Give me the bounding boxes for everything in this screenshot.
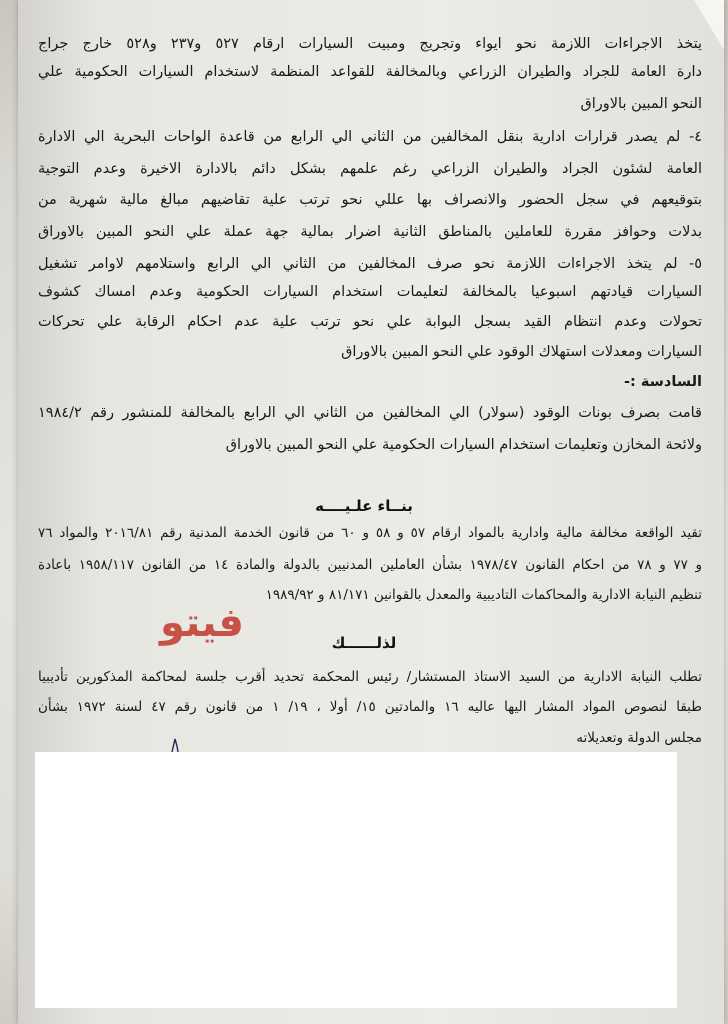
text-line: طبقا لنصوص المواد المشار اليها عاليه ١٦ والمادتين ١٥/ أولا ، ١٩/ ١ من قانون رقم ٤٧ لسنة ١٩٧٢ بشأن	[38, 699, 702, 715]
text-line: تقيد الواقعة مخالفة مالية وادارية بالمواد ارقام ٥٧ و ٥٨ و ٦٠ من قانون الخدمة المدنية رقم ٢٠١٦/٨١ والمواد ٧٦	[38, 525, 702, 541]
text-line: مجلس الدولة وتعديلاته	[576, 730, 702, 746]
svg-text:فيتو: فيتو	[160, 600, 244, 646]
text-line: السيارات قيادتهم اسبوعيا بالمخالفة لتعليمات استخدام السيارات الحكومية وعدم امساك كشوف	[38, 284, 702, 300]
text-line: بتوقيعهم في سجل الحضور والانصراف بها عللي نحو ترتب علية تقاضيهم مبالغ مالية شهرية من	[38, 192, 702, 208]
section-heading: بنــاء علـيــــه	[315, 497, 413, 515]
text-line: تنظيم النيابة الادارية والمحاكمات التاديبية والمعدل بالقوانين ٨١/١٧١ و ١٩٨٩/٩٢	[265, 587, 702, 603]
text-line: بدلات وحوافز مقررة للعاملين بالمناطق الثانية اضرار بمالية جهة عملة علي النحو المبين بالاوراق	[38, 224, 702, 240]
text-line: تطلب النيابة الادارية من السيد الاستاذ المستشار/ رئيس المحكمة تحديد أقرب جلسة لمحاكمة المذكورين تأديبيا	[38, 669, 702, 685]
text-line: العامة لشئون الجراد والطيران الزراعي رغم علمهم بشكل دائم بالادارة الاخيرة وعدم التوجية	[38, 161, 702, 177]
text-line: النحو المبين بالاوراق	[580, 96, 702, 112]
section-heading: لذلــــــك	[331, 634, 397, 652]
section-label: السادسة :-	[624, 374, 702, 390]
signature-mark	[170, 737, 180, 753]
text-line: و ٧٧ و ٧٨ من احكام القانون ١٩٧٨/٤٧ بشأن العاملين المدنيين بالدولة والمادة ١٤ من القانون ١٩٥٨/١١٧ باعادة	[38, 557, 702, 573]
text-line: قامت بصرف بونات الوقود (سولار) الي المخالفين من الثاني الي الرابع بالمخالفة للمنشور رقم ١٩٨٤/٢	[38, 405, 702, 421]
text-line: ٥- لم يتخذ الاجراءات اللازمة نحو صرف المخالفين من الثاني الي الرابع واستلامهم لاوامر تشغيل	[38, 256, 702, 272]
redacted-area	[35, 752, 677, 1008]
text-line: ٤- لم يصدر قرارات ادارية بنقل المخالفين من الثاني الي الرابع من قاعدة الواحات البحرية الي الادارة	[38, 129, 702, 145]
text-line: يتخذ الاجراءات اللازمة نحو ايواء وتجريج ومبيت السيارات ارقام ٥٢٧ و٢٣٧ و٥٢٨ خارج جراج	[38, 36, 702, 52]
text-line: السيارات ومعدلات استهلاك الوقود علي النحو المبين بالاوراق	[341, 344, 702, 360]
text-line: ولائحة المخازن وتعليمات استخدام السيارات الحكومية علي النحو المبين بالاوراق	[225, 437, 702, 453]
text-line: تحولات وعدم انتظام القيد بسجل البوابة علي نحو ترتب علية عدم احكام الرقابة علي تحركات	[38, 314, 702, 330]
text-line: دارة العامة للجراد والطيران الزراعي وبالمخالفة للقواعد المنظمة لاستخدام السيارات الحكومية علي	[38, 64, 702, 80]
